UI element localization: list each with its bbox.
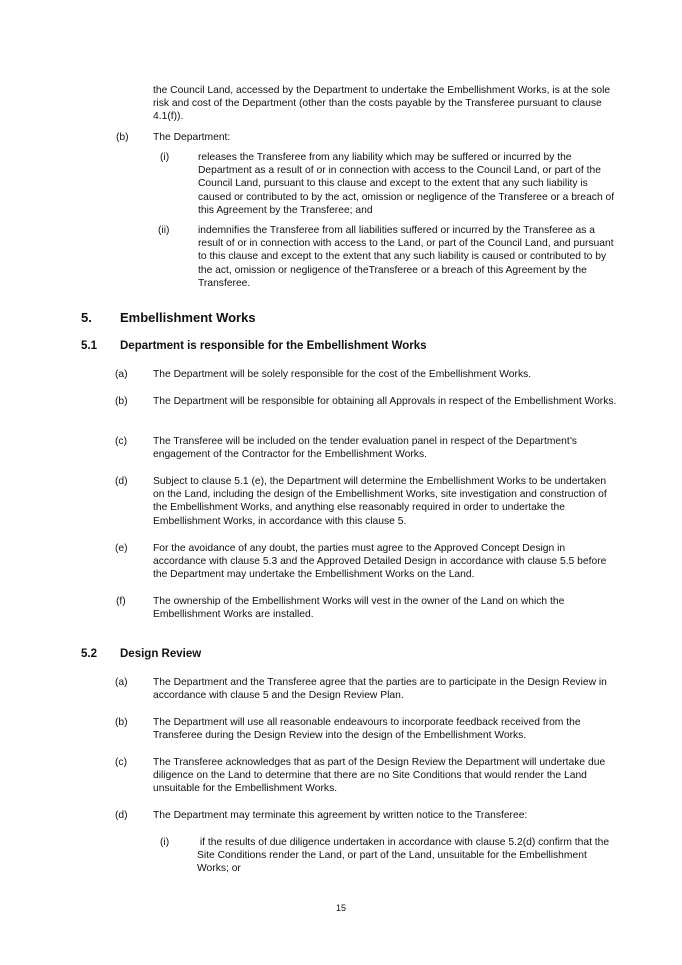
clause-label: (c): [115, 757, 128, 768]
clause-text: The Department may terminate this agreement by written notice to the Transferee:: [153, 810, 528, 821]
clause-text: Subject to clause 5.1 (e), the Department will determine the Embellishment Works to be undertaken on the Land, including the design of the Embellishment Works, site investigation and construction of the Embellishment Works, and anything else reasonably required in order to undertake the Embellishment Works, in accordance with this clause 5.: [153, 476, 607, 527]
clause-label: (b): [115, 717, 128, 728]
subsection-number: 5.2: [81, 648, 97, 660]
clause-text: The Transferee will be included on the tender evaluation panel in respect of the Department’s engagement of the Contractor for the Embellishment Works.: [153, 436, 577, 461]
clause-text: For the avoidance of any doubt, the parties must agree to the Approved Concept Design in accordance with clause 5.3 and the Approved Detailed Design in accordance with clause 5.5 before the Department may undertake the Embellishment Works on the Land.: [153, 543, 607, 581]
page-number: 15: [335, 903, 346, 913]
section-title: Embellishment Works: [120, 310, 256, 325]
subclause-label: (i): [160, 152, 170, 163]
clause-text: The Transferee acknowledges that as part of the Design Review the Department will undertake due diligence on the Land to determine that there are no Site Conditions that would render the Land unsuitable for the Embellishment Works.: [153, 757, 606, 795]
subsection-title: Design Review: [120, 648, 202, 660]
clause-text: The Department and the Transferee agree that the parties are to participate in the Design Review in accordance with clause 5 and the Design Review Plan.: [153, 677, 607, 702]
clause-label: (d): [115, 476, 128, 487]
subclause-text: releases the Transferee from any liability which may be suffered or incurred by the Department as a result of or in connection with access to the Council Land, or part of the Council Land, pursuant to this clause and except to the extent that any such liability is caused or contributed to by the act, omission or negligence of the Transferee or a breach of this Agreement by the Transferee; and: [198, 152, 615, 216]
clause-label: (b): [115, 396, 128, 407]
clause-text: The ownership of the Embellishment Works will vest in the owner of the Land on which the Embellishment Works are installed.: [153, 596, 565, 621]
clause-label: (c): [115, 436, 128, 447]
clause-text: The Department:: [153, 132, 231, 143]
subclause-label: (ii): [158, 225, 170, 236]
clause-label: (a): [115, 677, 128, 688]
clause-label: (d): [115, 810, 128, 821]
clause-text: The Department will be responsible for obtaining all Approvals in respect of the Embellishment Works.: [153, 396, 617, 407]
subclause-label: (i): [160, 837, 170, 848]
clause-text: The Department will use all reasonable endeavours to incorporate feedback received from the Transferee during the Design Review into the design of the Embellishment Works.: [153, 717, 581, 742]
subclause-text: if the results of due diligence undertaken in accordance with clause 5.2(d) confirm that the Site Conditions render the Land, or part of the Land, unsuitable for the Embellishment Works; or: [197, 837, 612, 875]
clause-label: (e): [115, 543, 128, 554]
clause-text: The Department will be solely responsible for the cost of the Embellishment Works.: [153, 369, 532, 380]
subclause-text: indemnifies the Transferee from all liabilities suffered or incurred by the Transferee as a result of or in connection with access to the Land, or part of the Council Land, and pursuant to this clause and except to the extent that any such liability is caused or contributed to by the act, omission or negligence of theTransferee or a breach of this Agreement by the Transferee.: [198, 225, 614, 289]
clause-label: (a): [115, 369, 128, 380]
subsection-number: 5.1: [81, 340, 97, 352]
continuation-paragraph: the Council Land, accessed by the Department to undertake the Embellishment Works, is at the sole risk and cost of the Department (other than the costs payable by the Transferee pursuant to clause 4.1(f)).: [153, 85, 611, 123]
section-number: 5.: [81, 310, 92, 325]
clause-label: (f): [116, 596, 126, 607]
subsection-title: Department is responsible for the Embellishment Works: [120, 340, 427, 352]
clause-label: (b): [116, 132, 129, 143]
